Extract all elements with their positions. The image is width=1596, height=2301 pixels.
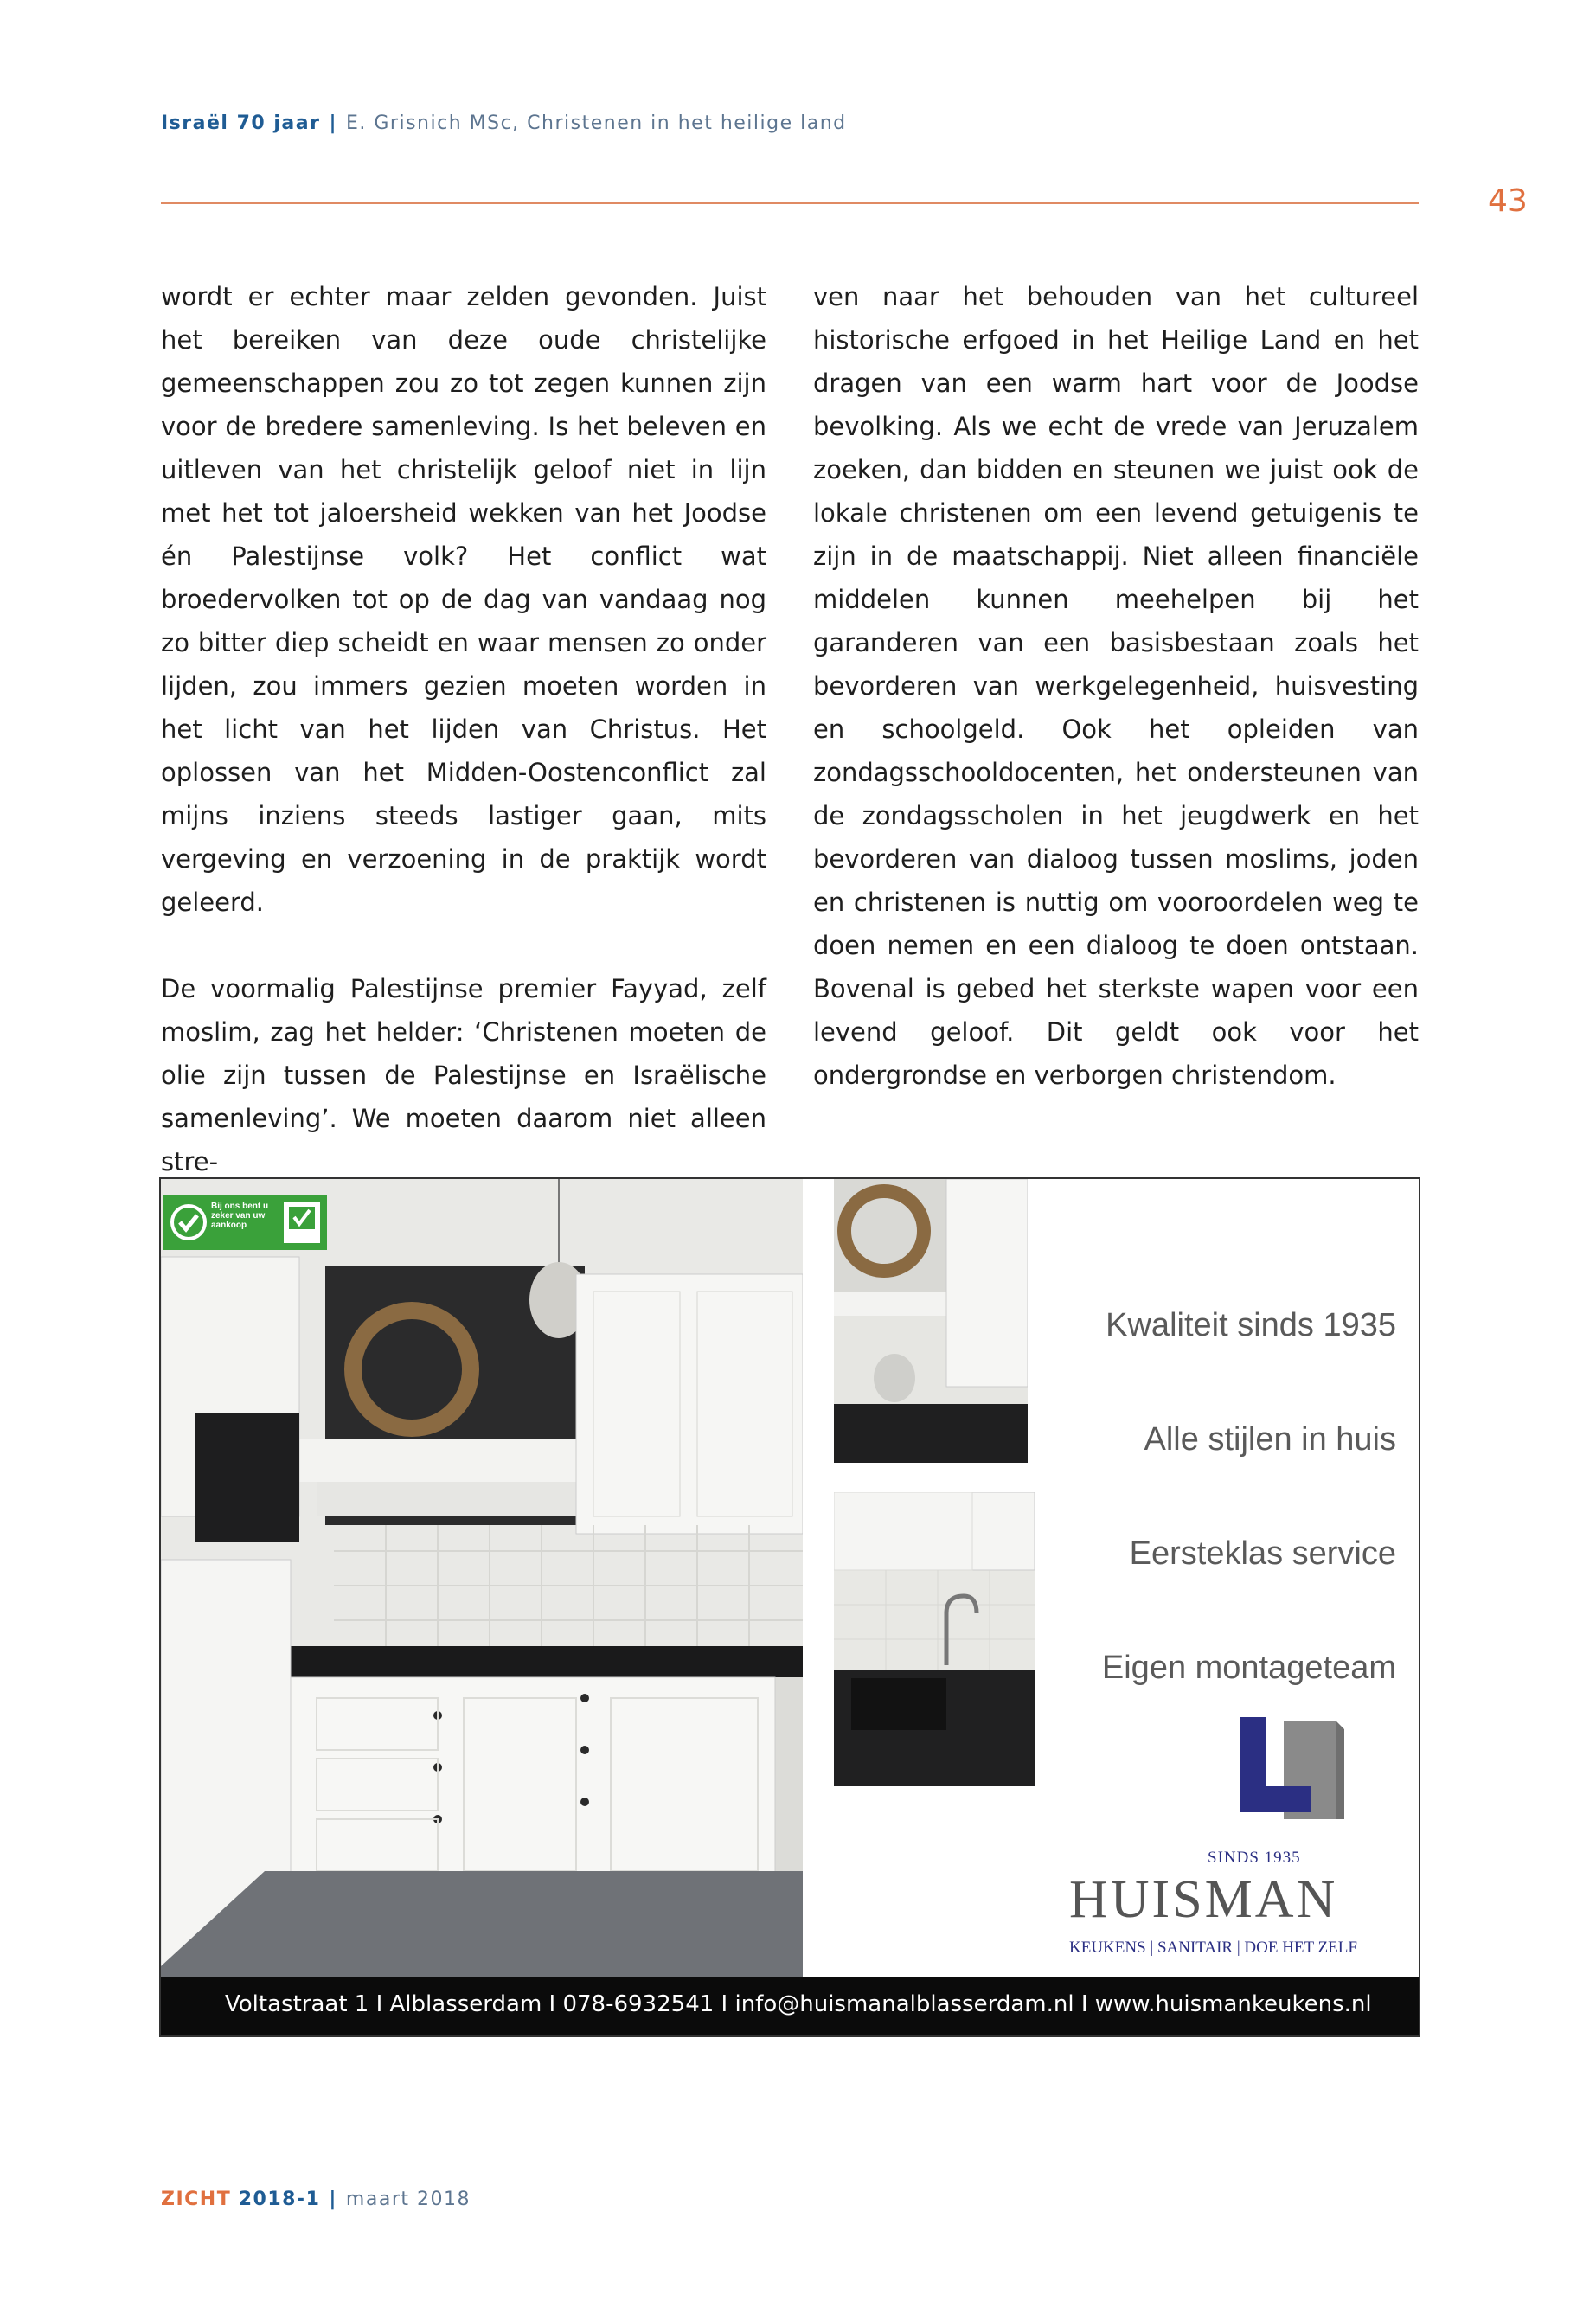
page-number: 43 bbox=[1488, 183, 1528, 219]
footer-brand: ZICHT bbox=[161, 2189, 232, 2210]
badge-text: Bij ons bent u zeker van uw aankoop bbox=[211, 1202, 269, 1230]
kitchen-photo bbox=[161, 1179, 803, 1977]
header-rule bbox=[161, 202, 1419, 204]
footer-date: maart 2018 bbox=[345, 2189, 471, 2210]
ad-slogan: Eersteklas service bbox=[1129, 1535, 1396, 1572]
paragraph: De voormalig Palestijnse premier Fayyad, zelf moslim, zag het helder: ‘Christenen moeten de olie zijn tussen de Palestijnse en Israëlische samenleving’. We moeten daarom niet alleen stre- bbox=[161, 974, 766, 1176]
huisman-logo-mark-icon bbox=[1215, 1717, 1388, 1847]
quality-badge bbox=[163, 1195, 327, 1250]
logo-name: HUISMAN bbox=[1069, 1870, 1338, 1929]
ad-slogan: Alle stijlen in huis bbox=[1144, 1421, 1396, 1458]
ad-slogan: Eigen montageteam bbox=[1101, 1650, 1396, 1686]
logo-tagline: KEUKENS | SANITAIR | DOE HET ZELF bbox=[1069, 1939, 1357, 1957]
footer-separator: | bbox=[329, 2189, 337, 2210]
text-column-right bbox=[813, 275, 1419, 1097]
header-separator: | bbox=[329, 112, 337, 134]
article-author-title: E. Grisnich MSc, Christenen in het heilige land bbox=[346, 112, 847, 134]
kitchen-thumbnail-1 bbox=[834, 1179, 1028, 1463]
paragraph: ven naar het behouden van het cultureel historische erfgoed in het Heilige Land en het dragen van een warm hart voor de Joodse bevolking. Als we echt de vrede van Jeruzalem zoeken, dan bidden en steunen we juist ook de lokale christenen om een levend getuigenis te zijn in de maatschappij. Niet alleen financiële middelen kunnen meehelpen bij het garanderen van een basisbestaan zoals het bevorderen van werkgelegenheid, huisvesting en schoolgeld. Ook het opleiden van zondagsschooldocenten, het ondersteunen van de zondagsscholen in het jeugdwerk en het bevorderen van dialoog tussen moslims, joden en christenen is nuttig om vooroordelen weg te doen nemen en een dialoog te doen ontstaan. Bovenal is gebed het sterkste wapen voor een levend geloof. Dit geldt ook voor het ondergrondse en verborgen christendom. bbox=[813, 282, 1419, 1090]
contact-line: Voltastraat 1 I Alblasserdam I 078-6932541 I info@huismanalblasserdam.nl I www.huismankeukens.nl bbox=[225, 1991, 1372, 2017]
running-header bbox=[161, 112, 847, 134]
certification-seal-icon bbox=[284, 1202, 320, 1243]
magazine-section-title: Israël 70 jaar bbox=[161, 112, 321, 134]
logo-since: SINDS 1935 bbox=[1208, 1849, 1301, 1867]
kitchen-thumbnail-2 bbox=[834, 1492, 1035, 1786]
text-column-left bbox=[161, 275, 766, 1183]
kitchen-thumbnail-2-illustration bbox=[834, 1492, 1035, 1786]
paragraph: wordt er echter maar zelden gevonden. Juist het bereiken van deze oude christelijke gemeenschappen zou zo tot zegen kunnen zijn voor de bredere samenleving. Is het beleven en uitleven van het christelijk geloof niet in lijn met het tot jaloersheid wekken van het Joodse én Palestijnse volk? Het conflict wat broedervolken tot op de dag van vandaag nog zo bitter diep scheidt en waar mensen zo onder lijden, zou immers gezien moeten worden in het licht van het lijden van Christus. Het oplossen van het Midden-Oostenconflict zal mijns inziens steeds lastiger gaan, mits vergeving en verzoening in de praktijk wordt geleerd. bbox=[161, 282, 766, 917]
contact-bar bbox=[161, 1977, 1419, 2035]
checkmark-icon bbox=[170, 1203, 208, 1241]
advertisement bbox=[161, 1179, 1419, 2035]
footer-issue: 2018-1 bbox=[238, 2189, 321, 2210]
running-footer bbox=[161, 2189, 471, 2210]
certification-seal bbox=[284, 1202, 320, 1243]
kitchen-photo-illustration bbox=[161, 1179, 803, 1977]
huisman-logo bbox=[1069, 1741, 1398, 1966]
ad-slogan: Kwaliteit sinds 1935 bbox=[1106, 1307, 1396, 1343]
kitchen-thumbnail-1-illustration bbox=[834, 1179, 1028, 1463]
